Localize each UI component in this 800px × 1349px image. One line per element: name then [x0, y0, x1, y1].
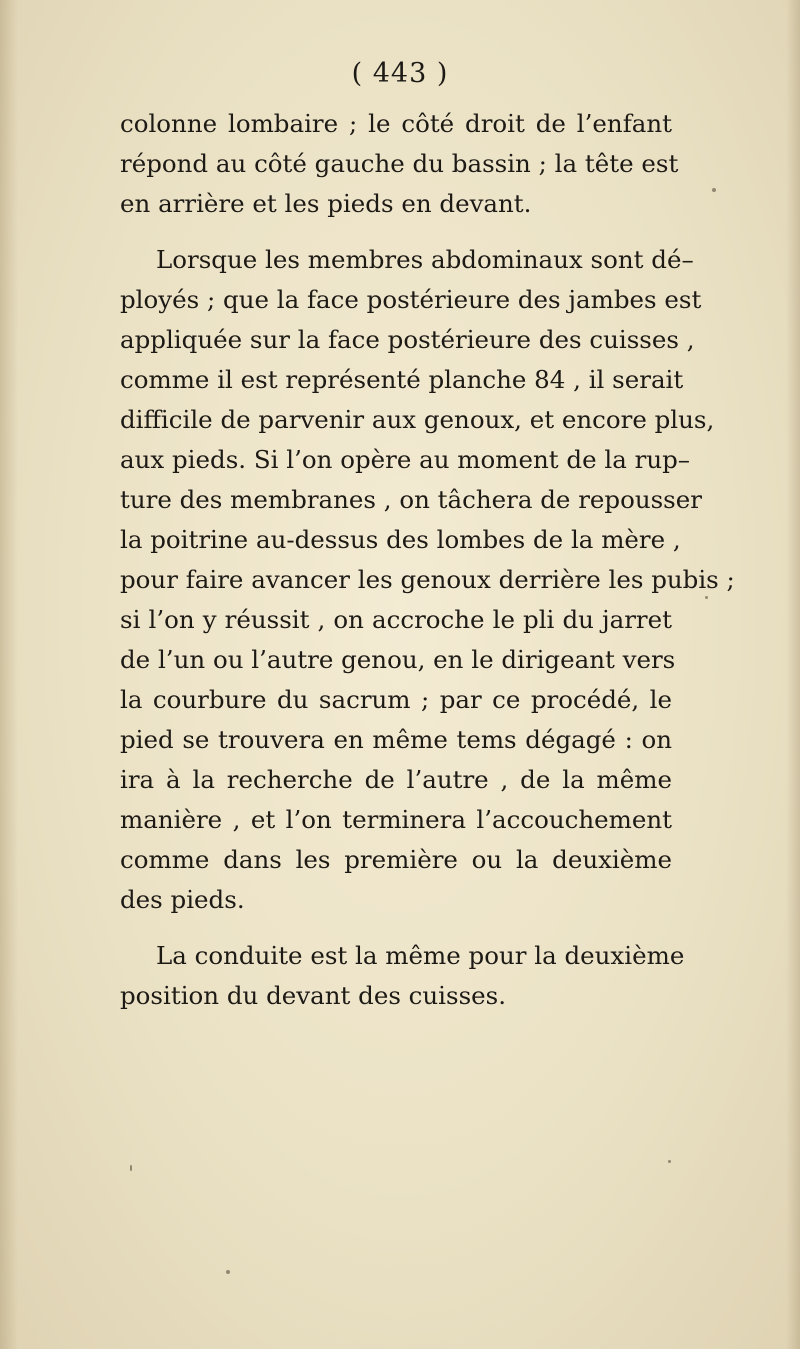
page-edge-shadow-left [0, 0, 18, 1349]
text-line: colonne lombaire ; le côté droit de l’enfant [120, 109, 672, 138]
text-line: comme il est représenté planche 84 , il serait [120, 365, 684, 394]
text-line: La conduite est la même pour la deuxième [156, 941, 685, 970]
text-line: si l’on y réussit , on accroche le pli du jarret [120, 605, 672, 634]
paper-speck [130, 1165, 132, 1171]
text-line: ture des membranes , on tâchera de repousser [120, 485, 702, 514]
text-line: difficile de parvenir aux genoux, et encore plus, [120, 405, 715, 434]
text-line: des pieds. [120, 885, 245, 914]
text-line: appliquée sur la face postérieure des cuisses , [120, 325, 695, 354]
text-line: comme dans les première ou la deuxième [120, 845, 672, 874]
text-line: aux pieds. Si l’on opère au moment de la rup– [120, 445, 691, 474]
text-line: la poitrine au-dessus des lombes de la mère , [120, 525, 681, 554]
page-number: ( 443 ) [351, 58, 449, 89]
paper-speck [712, 188, 716, 192]
text-line: position du devant des cuisses. [120, 981, 507, 1010]
text-line: manière , et l’on terminera l’accouchement [120, 805, 672, 834]
text-line: ira à la recherche de l’autre , de la même [120, 765, 672, 794]
body-text [120, 104, 735, 1016]
text-line: de l’un ou l’autre genou, en le dirigeant vers [120, 645, 676, 674]
text-line: pied se trouvera en même tems dégagé : on [120, 725, 672, 754]
paper-speck [705, 596, 708, 599]
text-line: en arrière et les pieds en devant. [120, 189, 532, 218]
paragraph-1 [120, 104, 679, 224]
page-edge-shadow-right [786, 0, 800, 1349]
text-line: ployés ; que la face postérieure des jambes est [120, 285, 702, 314]
text-line: pour faire avancer les genoux derrière les pubis ; [120, 565, 735, 594]
paragraph-3 [120, 936, 685, 1016]
paper-speck [226, 1270, 230, 1274]
text-line: la courbure du sacrum ; par ce procédé, le [120, 685, 672, 714]
text-line: répond au côté gauche du bassin ; la tête est [120, 149, 679, 178]
text-line: Lorsque les membres abdominaux sont dé– [156, 245, 694, 274]
paper-speck [668, 1160, 671, 1163]
paragraph-2 [120, 240, 735, 920]
